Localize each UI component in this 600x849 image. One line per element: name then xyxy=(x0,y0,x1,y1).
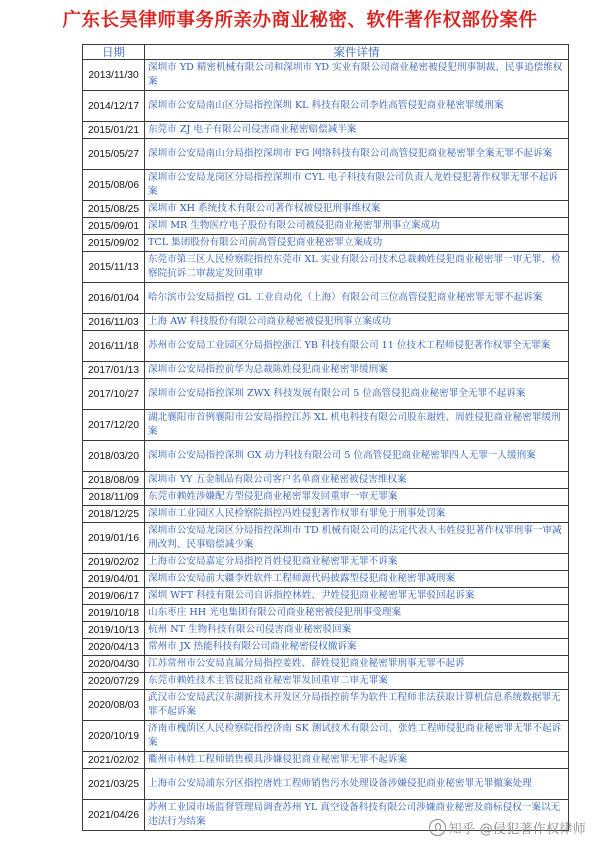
table-row xyxy=(83,472,569,489)
table-row xyxy=(83,523,569,554)
table-row xyxy=(83,752,569,769)
case-date: 2015/09/02 xyxy=(83,235,145,252)
case-date: 2019/01/16 xyxy=(83,523,145,554)
case-detail: 上海 AW 科技股份有限公司商业秘密被侵犯刑事立案成功 xyxy=(145,314,569,331)
table-row xyxy=(83,331,569,362)
case-detail: 深圳市工业园区人民检察院指控冯姓侵犯著作权罪有罪免于刑事处罚案 xyxy=(145,506,569,523)
case-detail: 东莞市赖姓涉嫌配方型侵犯商业秘密罪发回重审一审无罪案 xyxy=(145,489,569,506)
case-detail: 济南市槐荫区人民检察院指控济南 SK 测试技术有限公司、张姓工程师侵犯商业秘密罪无罪不起诉案 xyxy=(145,721,569,752)
table-row xyxy=(83,489,569,506)
case-detail: 上海市公安局浦东分区指控唐姓工程师销售污水处理设备涉嫌侵犯商业秘密罪无罪撤案处理 xyxy=(145,769,569,800)
case-date: 2013/11/30 xyxy=(83,60,145,91)
table-row xyxy=(83,139,569,170)
case-date: 2019/06/17 xyxy=(83,588,145,605)
case-date: 2019/10/13 xyxy=(83,622,145,639)
case-table xyxy=(82,44,569,831)
case-detail: 深圳市 XH 系统技术有限公司著作权被侵犯刑事维权案 xyxy=(145,201,569,218)
case-detail: 东莞市第三区人民检察院指控东莞市 XL 实业有限公司技术总裁赖姓侵犯商业秘密罪一审无罪、检察院抗诉二审裁定发回重审 xyxy=(145,252,569,283)
case-detail: 衢州市林姓工程师销售模具涉嫌侵犯商业秘密罪无罪不起诉案 xyxy=(145,752,569,769)
table-row xyxy=(83,252,569,283)
table-row xyxy=(83,769,569,800)
case-date: 2016/11/03 xyxy=(83,314,145,331)
table-row xyxy=(83,170,569,201)
table-row xyxy=(83,605,569,622)
table-row xyxy=(83,506,569,523)
table-row xyxy=(83,673,569,690)
table-row xyxy=(83,91,569,122)
case-detail: 深圳市公安局龙岗区分局指控深圳市 CYL 电子科技有限公司负责人龙姓侵犯著作权罪无罪不起诉案 xyxy=(145,170,569,201)
table-row xyxy=(83,283,569,314)
case-date: 2016/01/04 xyxy=(83,283,145,314)
case-date: 2015/05/27 xyxy=(83,139,145,170)
case-date: 2020/10/19 xyxy=(83,721,145,752)
case-detail: TCL 集团股份有限公司前高管侵犯商业秘密罪立案成功 xyxy=(145,235,569,252)
case-detail: 深圳 WFT 科技有限公司自诉指控林姓、尹姓侵犯商业秘密罪无罪驳回起诉案 xyxy=(145,588,569,605)
case-detail: 江苏常州市公安局直属分局指控姜姓、薛姓侵犯商业秘密罪刑事无罪不起诉 xyxy=(145,656,569,673)
case-date: 2015/08/06 xyxy=(83,170,145,201)
table-row xyxy=(83,656,569,673)
case-detail: 苏州市公安局工业园区分局指控浙江 YB 科技有限公司 11 位技术工程师侵犯著作权罪全无罪案 xyxy=(145,331,569,362)
case-date: 2018/12/25 xyxy=(83,506,145,523)
table-row xyxy=(83,410,569,441)
table-row xyxy=(83,554,569,571)
case-detail: 深圳市公安局指控深圳 GX 动力科技有限公司 5 位高管侵犯商业秘密罪四人无罪一人缓刑案 xyxy=(145,441,569,472)
table-row xyxy=(83,690,569,721)
table-row xyxy=(83,218,569,235)
case-detail: 深圳市公安局南山区分局指控深圳 KL 科技有限公司李姓高管侵犯商业秘密罪缓刑案 xyxy=(145,91,569,122)
table-row xyxy=(83,588,569,605)
table-row xyxy=(83,314,569,331)
case-detail: 东莞市赖姓技术主管侵犯商业秘密罪发回重审二审无罪案 xyxy=(145,673,569,690)
case-date: 2018/03/20 xyxy=(83,441,145,472)
case-date: 2018/08/09 xyxy=(83,472,145,489)
case-detail: 常州市 JX 热能科技有限公司商业秘密侵权撤诉案 xyxy=(145,639,569,656)
case-detail: 杭州 NT 生物科技有限公司侵害商业秘密驳回案 xyxy=(145,622,569,639)
case-date: 2020/04/30 xyxy=(83,656,145,673)
case-detail: 东莞市 ZJ 电子有限公司侵害商业秘密赔偿减半案 xyxy=(145,122,569,139)
table-row xyxy=(83,622,569,639)
case-detail: 深圳市公安局指控前华为总裁陈姓侵犯商业秘密罪缓刑案 xyxy=(145,362,569,379)
table-row xyxy=(83,571,569,588)
watermark xyxy=(429,818,586,837)
case-detail: 上海市公安局嘉定分局指控肖姓侵犯商业秘密罪无罪不诉案 xyxy=(145,554,569,571)
case-detail: 山东枣庄 HH 光电集团有限公司商业秘密被侵犯刑事受理案 xyxy=(145,605,569,622)
table-row xyxy=(83,721,569,752)
case-date: 2021/02/02 xyxy=(83,752,145,769)
case-date: 2019/04/01 xyxy=(83,571,145,588)
table-row xyxy=(83,362,569,379)
case-date: 2015/09/01 xyxy=(83,218,145,235)
table-row xyxy=(83,639,569,656)
case-date: 2017/01/13 xyxy=(83,362,145,379)
case-detail: 深圳市公安局指控深圳 ZWX 科技发展有限公司 5 位高管侵犯商业秘密罪全无罪不起诉案 xyxy=(145,379,569,410)
case-date: 2017/10/27 xyxy=(83,379,145,410)
case-detail: 深圳市公安局龙岗区分局指控深圳市 TD 机械有限公司的法定代表人韦姓侵犯著作权罪刑事一审减刑改判、民事赔偿减少案 xyxy=(145,523,569,554)
case-date: 2015/08/25 xyxy=(83,201,145,218)
zhihu-logo-icon xyxy=(429,819,446,836)
case-detail: 深圳市 YD 精密机械有限公司和深圳市 YD 实业有限公司商业秘密被侵犯刑事制裁、民事追偿维权案 xyxy=(145,60,569,91)
table-row xyxy=(83,60,569,91)
case-date: 2016/11/18 xyxy=(83,331,145,362)
case-date: 2015/01/21 xyxy=(83,122,145,139)
case-date: 2015/11/13 xyxy=(83,252,145,283)
case-date: 2018/11/09 xyxy=(83,489,145,506)
case-date: 2019/10/18 xyxy=(83,605,145,622)
case-date: 2020/08/03 xyxy=(83,690,145,721)
case-detail: 湖北襄阳市首例襄阳市公安局指控江苏 XL 机电科技有限公司股东谢姓、周姓侵犯商业秘密罪缓刑案 xyxy=(145,410,569,441)
case-detail: 苏州工业园市场监督管理局调查苏州 YL 真空设备科技有限公司涉嫌商业秘密及商标侵权一案以无违法行为结案 xyxy=(145,800,569,831)
case-date: 2020/07/29 xyxy=(83,673,145,690)
column-header-detail: 案件详情 xyxy=(145,45,569,60)
table-row xyxy=(83,379,569,410)
watermark-text: 知乎 @侵犯著作权律师 xyxy=(448,822,586,837)
table-row xyxy=(83,201,569,218)
case-detail: 深圳 MR 生物医疗电子股份有限公司被侵犯商业秘密罪刑事立案成功 xyxy=(145,218,569,235)
case-date: 2021/03/25 xyxy=(83,769,145,800)
case-detail: 深圳市公安局南山分局指控深圳市 FG 网络科技有限公司高管侵犯商业秘密罪全案无罪不起诉案 xyxy=(145,139,569,170)
page-title: 广东长昊律师事务所亲办商业秘密、软件著作权部份案件 xyxy=(62,10,538,31)
case-detail: 深圳市公安局前大疆李姓软件工程师源代码披露型侵犯商业秘密罪减刑案 xyxy=(145,571,569,588)
table-row xyxy=(83,122,569,139)
column-header-date: 日期 xyxy=(83,45,145,60)
case-date: 2017/12/20 xyxy=(83,410,145,441)
case-date: 2020/04/13 xyxy=(83,639,145,656)
case-detail: 哈尔滨市公安局指控 GL 工业自动化（上海）有限公司三位高管侵犯商业秘密罪无罪不起诉案 xyxy=(145,283,569,314)
case-detail: 深圳市 YY 五金制品有限公司客户名单商业秘密被侵害维权案 xyxy=(145,472,569,489)
table-row xyxy=(83,235,569,252)
case-date: 2019/02/02 xyxy=(83,554,145,571)
table-header-row xyxy=(83,45,569,60)
case-date: 2014/12/17 xyxy=(83,91,145,122)
case-detail: 武汉市公安局武汉东湖新技术开发区分局指控前华为软件工程师非法获取计算机信息系统数据罪无罪不起诉案 xyxy=(145,690,569,721)
case-date: 2021/04/26 xyxy=(83,800,145,831)
table-row xyxy=(83,441,569,472)
